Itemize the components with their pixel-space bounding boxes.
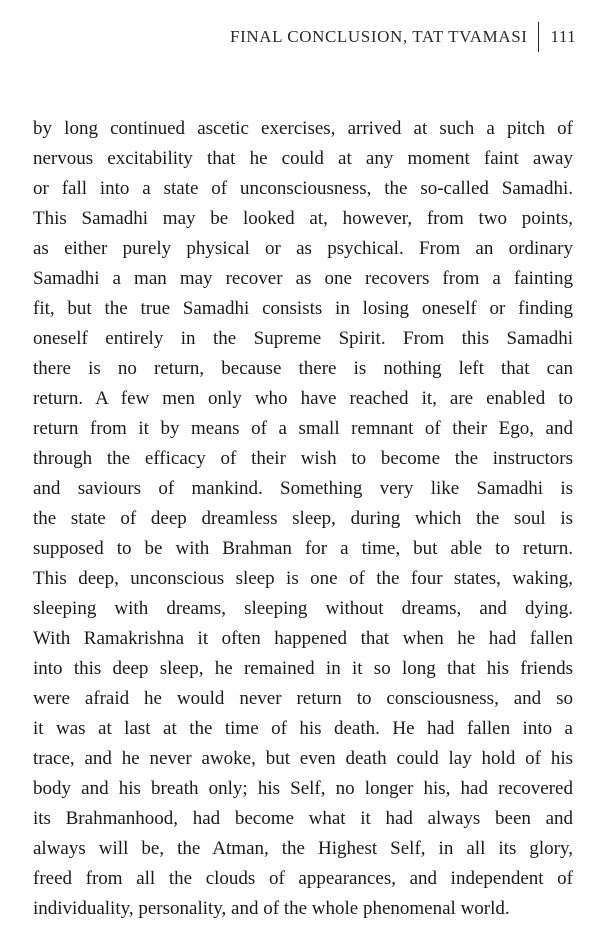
text-line: were afraid he would never return to consciousness, and so bbox=[33, 688, 573, 709]
text-line: trace, and he never awoke, but even death could lay hold of his bbox=[33, 748, 573, 769]
chapter-title: FINAL CONCLUSION, TAT TVAMASI bbox=[230, 27, 528, 46]
page-number: 111 bbox=[550, 27, 576, 46]
text-line: sleeping with dreams, sleeping without dreams, and dying. bbox=[33, 598, 573, 619]
text-line: always will be, the Atman, the Highest Self, in all its glory, bbox=[33, 838, 573, 859]
text-line: return. A few men only who have reached it, are enabled to bbox=[33, 388, 573, 409]
text-line: the state of deep dreamless sleep, during which the soul is bbox=[33, 508, 573, 529]
text-line: With Ramakrishna it often happened that when he had fallen bbox=[33, 628, 573, 649]
text-line: body and his breath only; his Self, no longer his, had recovered bbox=[33, 778, 573, 799]
text-line: This deep, unconscious sleep is one of the four states, waking, bbox=[33, 568, 573, 589]
body-paragraph bbox=[33, 114, 573, 924]
text-line: This Samadhi may be looked at, however, from two points, bbox=[33, 208, 573, 229]
text-line: Samadhi a man may recover as one recovers from a fainting bbox=[33, 268, 573, 289]
text-line: freed from all the clouds of appearances, and independent of bbox=[33, 868, 573, 889]
text-line: fit, but the true Samadhi consists in losing oneself or finding bbox=[33, 298, 573, 319]
header-divider bbox=[538, 22, 539, 52]
text-line: it was at last at the time of his death. He had fallen into a bbox=[33, 718, 573, 739]
text-line: and saviours of mankind. Something very like Samadhi is bbox=[33, 478, 573, 499]
text-line: through the efficacy of their wish to become the instructors bbox=[33, 448, 573, 469]
text-line: its Brahmanhood, had become what it had always been and bbox=[33, 808, 573, 829]
text-line: there is no return, because there is nothing left that can bbox=[33, 358, 573, 379]
text-line: oneself entirely in the Supreme Spirit. From this Samadhi bbox=[33, 328, 573, 349]
text-line: as either purely physical or as psychical. From an ordinary bbox=[33, 238, 573, 259]
running-header bbox=[230, 26, 576, 48]
text-line: supposed to be with Brahman for a time, but able to return. bbox=[33, 538, 573, 559]
text-line: into this deep sleep, he remained in it so long that his friends bbox=[33, 658, 573, 679]
text-line: or fall into a state of unconsciousness, the so-called Samadhi. bbox=[33, 178, 573, 199]
text-line: by long continued ascetic exercises, arrived at such a pitch of bbox=[33, 118, 573, 139]
text-line: nervous excitability that he could at any moment faint away bbox=[33, 148, 573, 169]
text-line: return from it by means of a small remnant of their Ego, and bbox=[33, 418, 573, 439]
text-line: individuality, personality, and of the whole phenomenal world. bbox=[33, 898, 510, 919]
